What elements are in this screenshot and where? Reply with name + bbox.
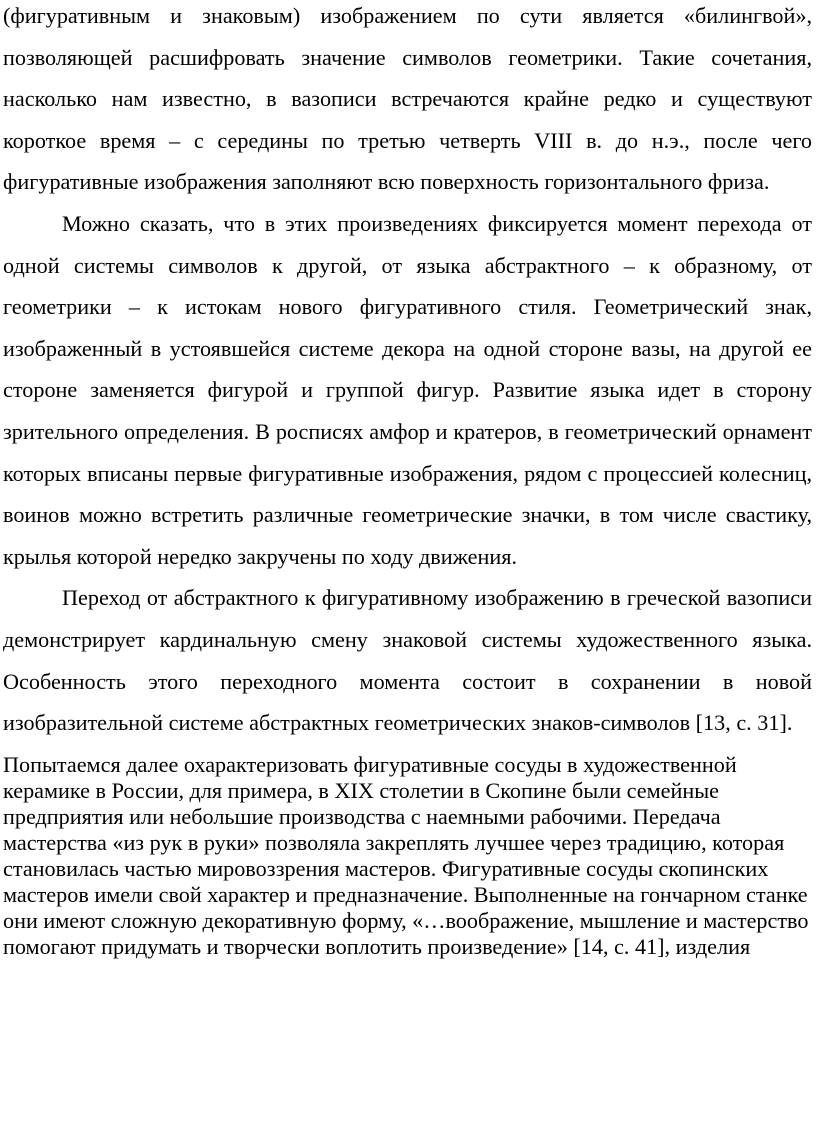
paragraph-continuation: (фигуративным и знаковым) изображением по сути является «билингвой», позволяющей расшифровать значение символов геометрики. Такие сочетания, насколько нам известно, в вазописи встречаются крайне редко и существуют короткое время – с середины по третью четверть VIII в. до н.э., после чего фигуративные изображения заполняют всю поверхность горизонтального фриза. [3, 3, 812, 195]
paragraph-abstract-to-figurative: Переход от абстрактного к фигуративному изображению в греческой вазописи демонстрирует кардинальную смену знаковой системы художественного языка. Особенность этого переходного момента состоит в сохранении в новой изобразительной системе абстрактных геометрических знаков-символов [13, с. 31]. [3, 585, 812, 736]
paragraph-skopin-ceramics: Попытаемся далее охарактеризовать фигуративные сосуды в художественной керамике в России, для примера, в XIX столетии в Скопине были семейные предприятия или небольшие производства с наемными рабочими. Передача мастерства «из рук в руки» позволяла закреплять лучшее через традицию, которая становилась частью мировоззрения мастеров. Фигуративные сосуды скопинских мастеров имели свой характер и предназначение. Выполненные на гончарном станке они имеют сложную декоративную форму, «…воображение, мышление и мастерство помогают придумать и творчески воплотить произведение» [14, с. 41], изделия [3, 751, 809, 959]
paragraph-transition-symbols: Можно сказать, что в этих произведениях фиксируется момент перехода от одной системы символов к другой, от языка абстрактного – к образному, от геометрики – к истокам нового фигуративного стиля. Геометрический знак, изображенный в устоявшейся системе декора на одной стороне вазы, на другой ее стороне заменяется фигурой и группой фигур. Развитие языка идет в сторону зрительного определения. В росписях амфор и кратеров, в геометрический орнамент которых вписаны первые фигуративные изображения, рядом с процессией колесниц, воинов можно встретить различные геометрические значки, в том числе свастику, крылья которой нередко закручены по ходу движения. [3, 210, 812, 569]
